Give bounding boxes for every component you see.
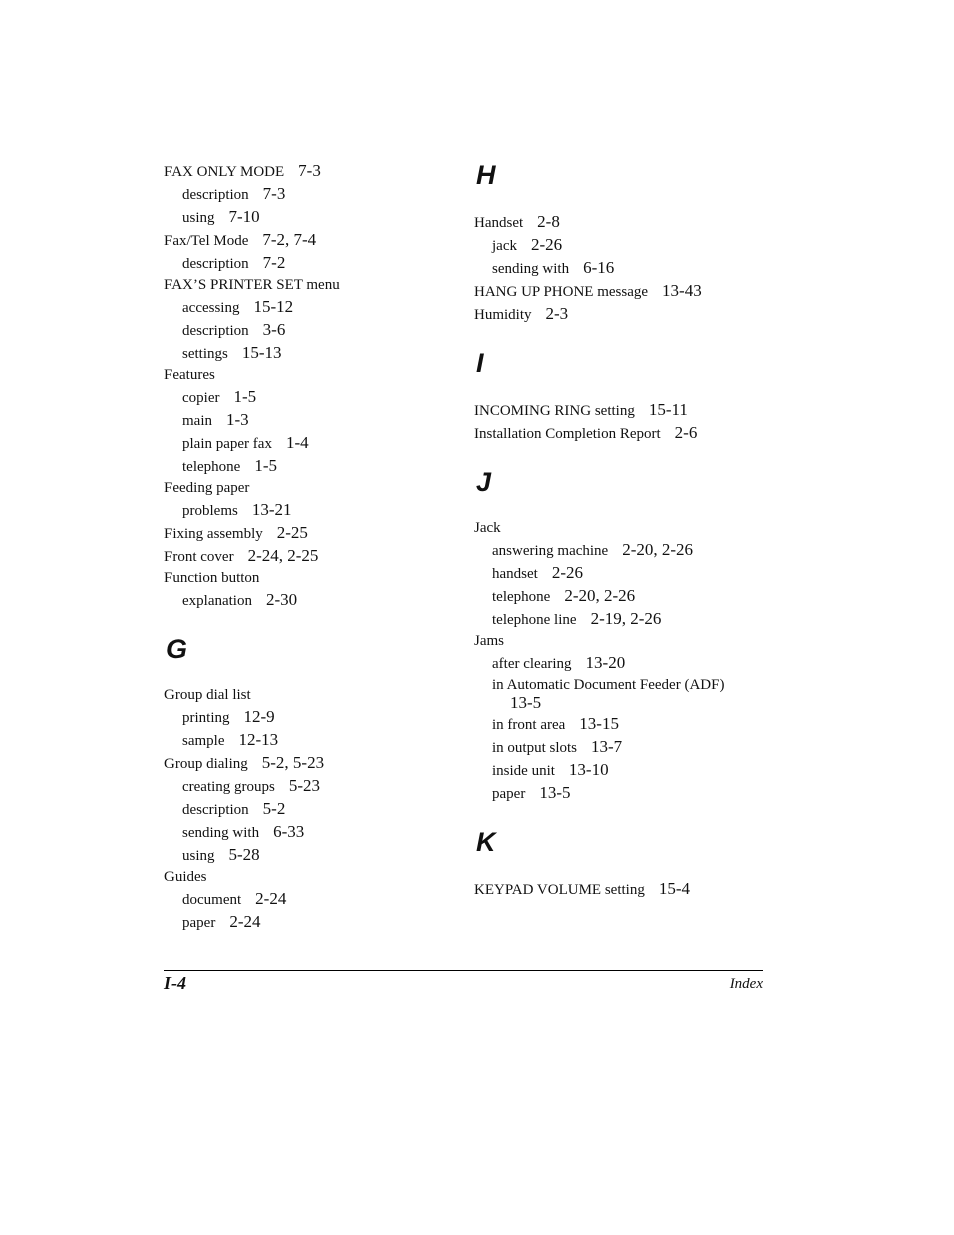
index-entry [164, 160, 444, 183]
index-page-ref: 1-3 [226, 410, 249, 429]
index-page-ref: 15-11 [648, 400, 688, 419]
index-term: Group dial list [164, 687, 251, 703]
index-term: telephone [492, 589, 551, 605]
index-page-ref: 2-8 [537, 212, 560, 231]
index-subentry [164, 455, 444, 478]
index-subentry [474, 713, 774, 736]
index-page-ref: 2-6 [674, 423, 698, 442]
index-subentry [164, 409, 444, 432]
index-term: Humidity [474, 307, 532, 323]
index-subentry [474, 539, 774, 562]
index-subentry [164, 206, 444, 229]
index-term: using [182, 210, 215, 226]
index-term: FAX ONLY MODE [164, 164, 285, 180]
index-page-ref: 2-19, 2-26 [590, 609, 662, 628]
index-page-ref: 2-20, 2-26 [564, 586, 636, 605]
index-page-ref: 13-5 [510, 693, 542, 712]
index-page-ref: 7-2, 7-4 [262, 230, 317, 249]
index-page-ref: 5-2, 5-23 [261, 753, 325, 772]
index-term: settings [182, 346, 228, 362]
footer-title: Index [729, 976, 763, 992]
footer-rule [164, 970, 763, 971]
index-subentry [164, 252, 444, 275]
index-entry [164, 478, 444, 499]
index-page-ref: 13-10 [568, 760, 609, 779]
index-page-ref: 1-5 [233, 387, 257, 406]
index-page-ref: 15-12 [253, 297, 294, 316]
index-entry [164, 867, 444, 888]
index-page-ref: 7-3 [262, 184, 286, 203]
index-page-ref: 5-2 [262, 799, 286, 818]
index-term: KEYPAD VOLUME setting [474, 882, 645, 898]
page-number: I-4 [164, 973, 186, 993]
index-term: sending with [492, 261, 570, 277]
index-column-left [164, 160, 444, 934]
index-term: paper [492, 786, 526, 802]
index-page-ref: 1-4 [285, 433, 309, 452]
index-term: Fixing assembly [164, 526, 263, 542]
index-term: creating groups [182, 779, 275, 795]
index-entry [474, 422, 774, 445]
index-term: answering machine [492, 543, 609, 559]
index-page-ref: 15-4 [658, 879, 691, 898]
index-term: HANG UP PHONE message [474, 284, 649, 300]
index-subentry [474, 562, 774, 585]
index-letter-heading: I [476, 348, 484, 378]
index-term: jack [492, 238, 517, 254]
index-letter-heading: J [476, 467, 492, 497]
index-subentry [474, 759, 774, 782]
index-term: accessing [182, 300, 240, 316]
index-term: problems [182, 503, 238, 519]
index-term: plain paper fax [182, 436, 272, 452]
index-page-ref: 13-5 [539, 783, 571, 802]
index-page-ref: 13-20 [585, 653, 626, 672]
index-term: paper [182, 915, 216, 931]
index-subentry [164, 798, 444, 821]
index-subentry [164, 296, 444, 319]
index-entry [164, 545, 444, 568]
index-entry [474, 303, 774, 326]
index-letter-heading: K [476, 827, 496, 857]
index-term: handset [492, 566, 538, 582]
index-subentry [474, 585, 774, 608]
index-letter-heading: G [166, 634, 188, 664]
index-subentry [164, 432, 444, 455]
index-subentry [164, 911, 444, 934]
index-page-ref: 2-26 [530, 235, 563, 254]
index-term: Features [164, 367, 215, 383]
index-column-right [474, 160, 774, 901]
index-page-ref: 2-3 [545, 304, 569, 323]
index-term: Guides [164, 869, 207, 885]
index-subentry [164, 589, 444, 612]
index-term: description [182, 802, 249, 818]
index-subentry [164, 821, 444, 844]
index-term: in output slots [492, 740, 578, 756]
index-term: description [182, 187, 249, 203]
index-letter-heading: H [476, 160, 496, 190]
index-term: telephone [182, 459, 241, 475]
index-page-ref: 2-25 [276, 523, 308, 542]
index-term: description [182, 323, 249, 339]
index-entry [474, 280, 774, 303]
index-term: sending with [182, 825, 260, 841]
index-subentry [164, 499, 444, 522]
index-page-ref: 7-10 [228, 207, 260, 226]
index-page-ref: 13-43 [662, 281, 702, 300]
index-subentry [164, 888, 444, 911]
index-subentry [474, 608, 774, 631]
index-subentry [164, 319, 444, 342]
index-entry [164, 275, 444, 296]
index-page-ref: 13-7 [591, 737, 623, 756]
index-page-ref: 13-15 [579, 714, 619, 733]
index-subentry [474, 652, 774, 675]
index-term: after clearing [492, 656, 572, 672]
index-entry [474, 631, 774, 652]
index-subentry [474, 675, 774, 713]
index-term: main [182, 413, 212, 429]
index-subentry [164, 706, 444, 729]
index-page-ref: 5-23 [288, 776, 321, 795]
index-page-ref: 7-3 [298, 161, 321, 180]
index-term: copier [182, 390, 220, 406]
index-subentry [164, 844, 444, 867]
index-subentry [164, 729, 444, 752]
index-term: sample [182, 733, 225, 749]
index-term: Feeding paper [164, 480, 250, 496]
index-term: Handset [474, 215, 524, 231]
index-term: FAX’S PRINTER SET menu [164, 277, 340, 293]
index-page-ref: 1-5 [254, 456, 277, 475]
index-term: inside unit [492, 763, 555, 779]
index-subentry [164, 183, 444, 206]
index-term: description [182, 256, 249, 272]
index-subentry [164, 775, 444, 798]
index-page-ref: 12-9 [243, 707, 275, 726]
index-term: Installation Completion Report [474, 426, 661, 442]
index-page-ref: 2-24 [255, 889, 287, 908]
index-term: in Automatic Document Feeder (ADF) [492, 677, 725, 693]
index-subentry [474, 234, 774, 257]
index-entry [474, 399, 774, 422]
index-page-ref: 7-2 [262, 253, 286, 272]
index-term: document [182, 892, 242, 908]
index-page-ref: 5-28 [228, 845, 260, 864]
index-entry [474, 518, 774, 539]
index-term: Group dialing [164, 756, 248, 772]
index-page-ref: 3-6 [262, 320, 286, 339]
index-term: printing [182, 710, 230, 726]
index-term: Function button [164, 570, 260, 586]
index-entry [164, 522, 444, 545]
index-term: Jams [474, 633, 504, 649]
index-term: using [182, 848, 215, 864]
index-page-ref: 12-13 [238, 730, 279, 749]
index-entry [164, 365, 444, 386]
index-page-ref: 15-13 [241, 343, 282, 362]
index-entry [164, 229, 444, 252]
index-term: explanation [182, 593, 252, 609]
index-term: telephone line [492, 612, 577, 628]
index-subentry [474, 782, 774, 805]
index-page-ref: 13-21 [251, 500, 292, 519]
index-page-ref: 2-26 [551, 563, 583, 582]
index-entry [474, 211, 774, 234]
index-subentry [474, 736, 774, 759]
index-term: in front area [492, 717, 566, 733]
index-subentry [164, 342, 444, 365]
index-page-ref: 6-16 [583, 258, 615, 277]
index-subentry [164, 386, 444, 409]
index-term: Front cover [164, 549, 234, 565]
index-entry [164, 568, 444, 589]
index-term: Jack [474, 520, 501, 536]
index-page-ref: 6-33 [273, 822, 305, 841]
index-page-ref: 2-30 [265, 590, 298, 609]
index-term: Fax/Tel Mode [164, 233, 249, 249]
index-page-ref: 2-24 [229, 912, 261, 931]
index-entry [164, 685, 444, 706]
index-page-ref: 2-20, 2-26 [622, 540, 694, 559]
index-entry [474, 878, 774, 901]
index-page-ref: 2-24, 2-25 [247, 546, 319, 565]
index-entry [164, 752, 444, 775]
index-term: INCOMING RING setting [474, 403, 635, 419]
index-subentry [474, 257, 774, 280]
